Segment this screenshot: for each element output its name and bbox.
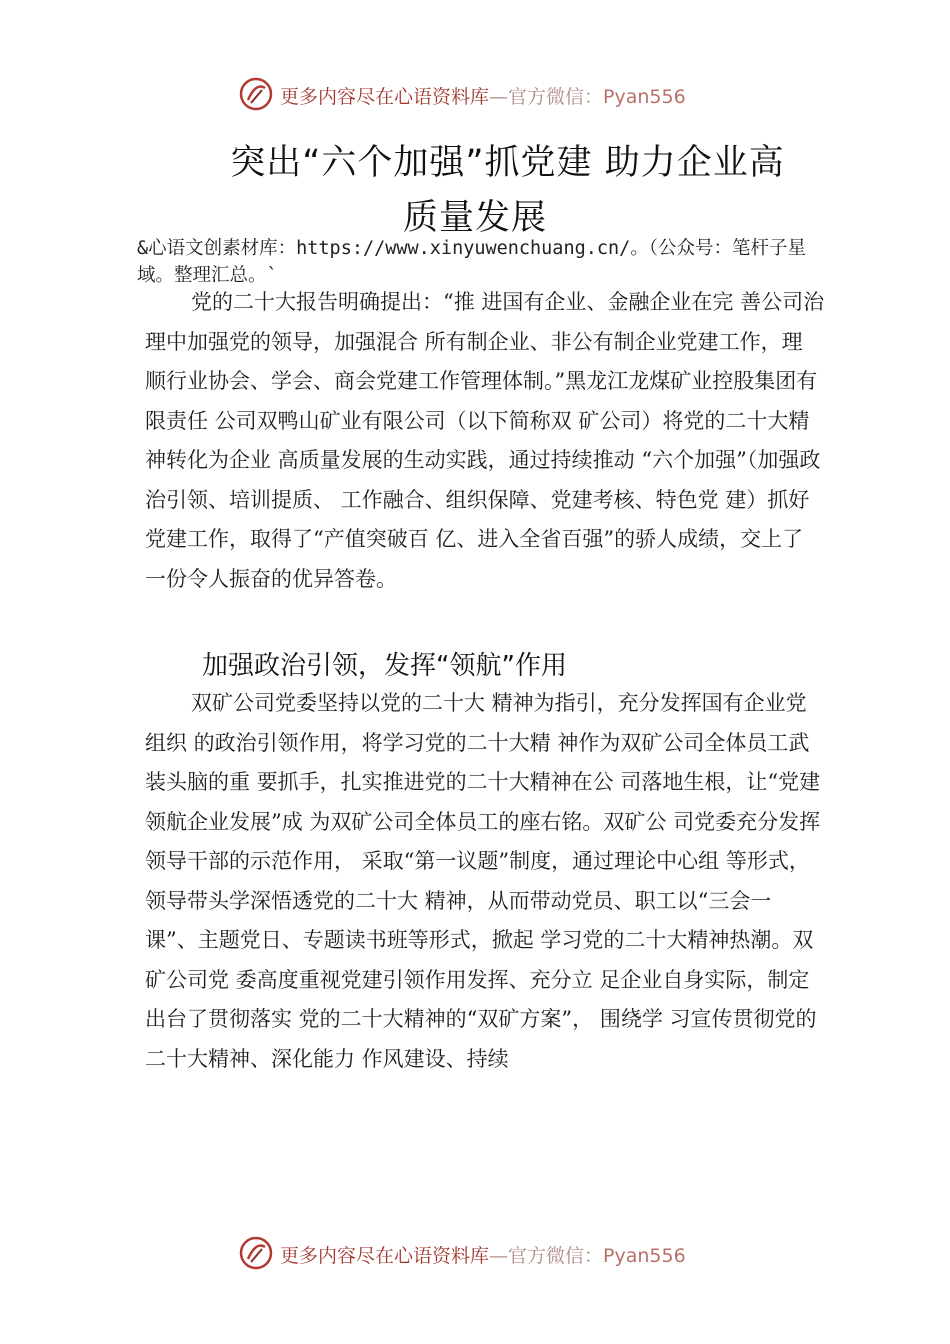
banner-separator: — bbox=[489, 86, 509, 108]
header-banner bbox=[0, 74, 950, 118]
banner-wechat-label: 官方微信： bbox=[508, 1245, 604, 1267]
banner-text bbox=[280, 1241, 686, 1268]
document-title-line2: 质量发展 bbox=[402, 198, 547, 238]
document-title-line1: 突出“六个加强”抓党建 助力企业高 bbox=[230, 143, 785, 183]
paragraph-intro bbox=[145, 283, 825, 599]
logo-icon bbox=[238, 1235, 274, 1271]
paragraph-section1 bbox=[145, 684, 825, 1079]
banner-main: 更多内容尽在心语资料库 bbox=[280, 1245, 490, 1267]
banner-separator: — bbox=[489, 1245, 509, 1267]
source-note: &心语文创素材库：https://www.xinyuwenchuang.cn/。（公众号：笔杆子星域。整理汇总。` bbox=[137, 238, 807, 286]
paragraph-section1-text: 双矿公司党委坚持以党的二十大 精神为指引，充分发挥国有企业党组织 的政治引领作用，将学习党的二十大精 神作为双矿公司全体员工武装头脑的重 要抓手，扎实推进党的二十大精神在公 司落地生根，让“党建领航企业发展”成 为双矿公司全体员工的座右铭。双矿公 司党委充分发挥领导干部的示范作用， 采取“第一议题”制度，通过理论中心组 等形式，领导带头学深悟透党的二十大 精神，从而带动党员、职工以“三会一 课”、主题党日、专题读书班等形式，掀起 学习党的二十大精神热潮。双矿公司党 委高度重视党建引领作用发挥、充分立 足企业自身实际，制定出台了贯彻落实 党的二十大精神的“双矿方案”， 围绕学 习宣传贯彻党的二十大精神、深化能力 作风建设、持续 bbox=[145, 691, 821, 1071]
banner-text bbox=[280, 82, 686, 109]
paragraph-intro-text: 党的二十大报告明确提出：“推 进国有企业、金融企业在完 善公司治理中加强党的领导，加强混合 所有制企业、非公有制企业党建工作，理 顺行业协会、学会、商会党建工作管理体制。”黑龙江龙煤矿业控股集团有限责任 公司双鸭山矿业有限公司（以下简称双 矿公司）将党的二十大精神转化为企业 高质量发展的生动实践，通过持续推动 “六个加强”（加强政治引领、培训提质、 工作融合、组织保障、党建考核、特色党 建）抓好党建工作，取得了“产值突破百 亿、进入全省百强”的骄人成绩，交上了 一份令人振奋的优异答卷。 bbox=[145, 290, 825, 591]
footer-banner bbox=[0, 1233, 950, 1277]
section-heading: 加强政治引领，发挥“领航”作用 bbox=[202, 651, 567, 681]
logo-icon bbox=[238, 76, 274, 112]
banner-wechat-label: 官方微信： bbox=[508, 86, 604, 108]
banner-main: 更多内容尽在心语资料库 bbox=[280, 86, 490, 108]
banner-wechat-id: Pyan556 bbox=[603, 86, 686, 108]
banner-wechat-id: Pyan556 bbox=[603, 1245, 686, 1267]
